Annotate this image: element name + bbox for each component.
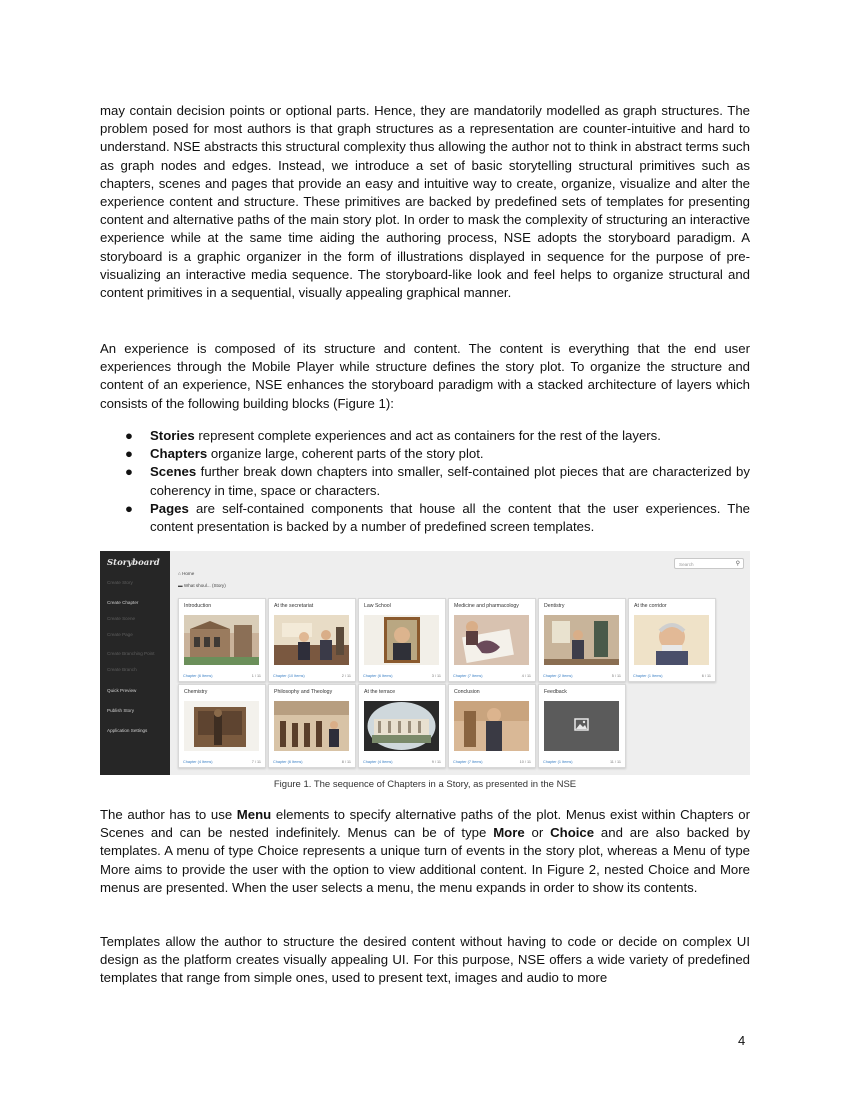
chapter-card[interactable] bbox=[178, 684, 266, 768]
chapter-meta: Chapter (6 Items) bbox=[273, 760, 303, 764]
list-item bbox=[100, 445, 750, 463]
storyboard-sidebar bbox=[100, 551, 170, 775]
bullet-term: Pages bbox=[150, 500, 189, 516]
sidebar-item-create-chapter[interactable]: Create Chapter bbox=[107, 600, 139, 605]
chapter-meta: Chapter (4 Items) bbox=[183, 760, 213, 764]
chapter-thumbnail-chemistry bbox=[184, 701, 259, 751]
chapter-title: At the terrace bbox=[364, 689, 396, 695]
breadcrumb-home[interactable] bbox=[178, 571, 194, 576]
chapter-thumbnail-terrace bbox=[364, 701, 439, 751]
bullet-icon: ● bbox=[125, 428, 133, 443]
chapter-number: 4 / 11 bbox=[521, 674, 531, 678]
chapter-title: Feedback bbox=[544, 689, 567, 695]
chapter-grid bbox=[178, 598, 748, 773]
chapter-number: 10 / 11 bbox=[519, 760, 531, 764]
chapter-number: 5 / 11 bbox=[611, 674, 621, 678]
chapter-thumbnail-portrait bbox=[364, 615, 439, 665]
chapter-meta: Chapter (10 Items) bbox=[273, 674, 305, 678]
sidebar-item-create-branching-point[interactable]: Create Branching Point bbox=[107, 651, 155, 656]
chapter-thumbnail-philosophy bbox=[274, 701, 349, 751]
bullet-term: Chapters bbox=[150, 446, 208, 462]
chapter-thumbnail-medicine bbox=[454, 615, 529, 665]
bullet-icon: ● bbox=[125, 464, 133, 480]
paragraph-templates: Templates allow the author to structure the desired content without having to code or decide on complex UI design as the platform creates visually appealing UI. For this purpose, NSE offers a wide variety of predefined templates that range from simple ones, used to present text, images and audio to more bbox=[100, 934, 750, 986]
search-placeholder: Search bbox=[679, 562, 694, 567]
chapter-number: 3 / 11 bbox=[431, 674, 441, 678]
sidebar-item-create-page[interactable]: Create Page bbox=[107, 632, 133, 637]
bullet-text: organize large, coherent parts of the story plot. bbox=[207, 446, 484, 462]
chapter-title: Dentistry bbox=[544, 603, 565, 609]
chapter-thumbnail-corridor bbox=[634, 615, 709, 665]
menu-text-2: elements to specify alternative paths of the plot. Menus exist within Chapters or Scenes and can be nested indefinitely. Menus can be of type bbox=[100, 807, 750, 841]
storyboard-main bbox=[170, 551, 750, 775]
chapter-title: Medicine and pharmacology bbox=[454, 603, 519, 609]
list-item bbox=[100, 500, 750, 536]
storyboard-figure bbox=[100, 551, 750, 775]
bullet-text: further break down chapters into smaller, self-contained plot pieces that are characterized by coherency in time, space or characters. bbox=[150, 464, 750, 498]
chapter-card[interactable] bbox=[538, 684, 626, 768]
bullet-term: Stories bbox=[150, 428, 195, 443]
chapter-title: Conclusion bbox=[454, 689, 480, 695]
chapter-thumbnail-dentistry bbox=[544, 615, 619, 665]
chapter-meta: Chapter (6 Items) bbox=[363, 674, 393, 678]
bullet-icon: ● bbox=[125, 500, 133, 516]
chapter-title: At the corridor bbox=[634, 603, 667, 609]
search-input[interactable] bbox=[674, 558, 744, 569]
sidebar-item-create-branch[interactable]: Create Branch bbox=[107, 667, 137, 672]
menu-term: Menu bbox=[236, 807, 272, 822]
more-term: More bbox=[493, 825, 525, 841]
sidebar-item-publish-story[interactable]: Publish Story bbox=[107, 708, 135, 713]
menu-text-4: and are also backed by templates. A menu of type Choice represents a unique turn of events in the story plot, whereas a Menu of type More aims to provide the user with the option to view additional content. In Figure 2, nested Choice and More menus are presented. When the user selects a menu, the menu expands in order to show its contents. bbox=[100, 825, 750, 895]
chapter-number: 2 / 11 bbox=[341, 674, 351, 678]
list-item bbox=[100, 463, 750, 499]
chapter-thumbnail-conclusion bbox=[454, 701, 529, 751]
menu-text-3: or bbox=[524, 825, 551, 841]
breadcrumb-home-label: Home bbox=[182, 571, 195, 576]
choice-term: Choice bbox=[550, 825, 595, 841]
paragraph-experience: An experience is composed of its structure and content. The content is everything that the end user experiences through the Mobile Player while structure defines the story plot. To organize the structure and content of an experience, NSE enhances the storyboard paradigm with a stacked architecture of layers which consists of the following building blocks (Figure 1): bbox=[100, 341, 750, 411]
chapter-number: 8 / 11 bbox=[341, 760, 351, 764]
sidebar-item-quick-preview[interactable]: Quick Preview bbox=[107, 688, 137, 693]
paragraph-menu bbox=[100, 806, 750, 897]
chapter-number: 6 / 11 bbox=[701, 674, 711, 678]
storyboard-logo: Storyboard bbox=[107, 558, 160, 568]
chapter-meta: Chapter (7 Items) bbox=[453, 760, 483, 764]
chapter-title: Introduction bbox=[184, 603, 212, 609]
paragraph-intro: may contain decision points or optional parts. Hence, they are mandatorily modelled as graph structures. The problem posed for most authors is that graph structures as a representation are counter-intuitive and hard to understand. NSE abstracts this structural complexity thus allowing the author not to think in abstract terms such as graph nodes and edges. Instead, we introduce a set of basic storytelling structural primitives such as chapters, scenes and pages that provide an easy and intuitive way to create, organize, visualize and alter the experience content and structure. These primitives are backed by predefined sets of templates for presenting content and alternative paths of the main story plot. In order to mask the complexity of structuring an interactive experience while at the same time aiding the authoring process, NSE adopts the storyboard paradigm. A storyboard is a graphic organizer in the form of illustrations displayed in sequence for the purpose of pre-visualizing an interactive media sequence. The storyboard-like look and feel helps to organize structural and content primitives in a sequential, visually appealing graphical manner. bbox=[100, 103, 750, 301]
figure-caption: Figure 1. The sequence of Chapters in a Story, as presented in the NSE bbox=[273, 779, 577, 790]
image-placeholder-icon bbox=[544, 701, 619, 751]
chapter-meta: Chapter (1 Items) bbox=[543, 760, 573, 764]
chapter-card[interactable] bbox=[358, 684, 446, 768]
chapter-card[interactable] bbox=[178, 598, 266, 682]
chapter-thumbnail-building bbox=[184, 615, 259, 665]
bullet-term: Scenes bbox=[150, 464, 197, 480]
chapter-meta: Chapter (4 Items) bbox=[363, 760, 393, 764]
page-number: 4 bbox=[738, 1033, 746, 1048]
chapter-thumbnail-secretariat bbox=[274, 615, 349, 665]
chapter-number: 11 / 11 bbox=[609, 760, 621, 764]
home-icon: ⌂ bbox=[178, 571, 181, 576]
chapter-card[interactable] bbox=[358, 598, 446, 682]
chapter-meta: Chapter (1 Items) bbox=[633, 674, 663, 678]
chapter-title: Law School bbox=[364, 603, 391, 609]
breadcrumb-story-label: What shoul... (Story) bbox=[183, 583, 226, 588]
chapter-number: 1 / 11 bbox=[251, 674, 261, 678]
chapter-card[interactable] bbox=[448, 598, 536, 682]
building-blocks-list bbox=[100, 427, 750, 536]
folder-icon: ▬ bbox=[178, 583, 183, 588]
menu-text-1: The author has to use bbox=[100, 807, 237, 822]
sidebar-item-application-settings[interactable]: Application Settings bbox=[107, 728, 148, 733]
chapter-title: Chemistry bbox=[184, 689, 208, 695]
chapter-meta: Chapter (7 Items) bbox=[453, 674, 483, 678]
search-icon[interactable]: ⚲ bbox=[735, 561, 740, 567]
chapter-title: Philosophy and Theology bbox=[274, 689, 333, 695]
chapter-meta: Chapter (2 Items) bbox=[543, 674, 573, 678]
bullet-text: represent complete experiences and act as containers for the rest of the layers. bbox=[194, 428, 661, 443]
chapter-card[interactable] bbox=[538, 598, 626, 682]
bullet-icon: ● bbox=[125, 446, 133, 462]
chapter-card[interactable] bbox=[268, 684, 356, 768]
chapter-number: 9 / 11 bbox=[431, 760, 441, 764]
chapter-title: At the secretariat bbox=[274, 603, 314, 609]
sidebar-item-create-story[interactable]: Create Story bbox=[107, 580, 133, 585]
chapter-card[interactable] bbox=[268, 598, 356, 682]
list-item bbox=[100, 427, 750, 445]
breadcrumb-story[interactable] bbox=[178, 583, 226, 588]
chapter-meta: Chapter (6 Items) bbox=[183, 674, 213, 678]
chapter-card[interactable] bbox=[448, 684, 536, 768]
bullet-text: are self-contained components that house all the content that the user experiences. The content presentation is backed by a number of predefined screen templates. bbox=[150, 500, 750, 535]
chapter-card[interactable] bbox=[628, 598, 716, 682]
sidebar-item-create-scene[interactable]: Create Scene bbox=[107, 616, 136, 621]
chapter-number: 7 / 11 bbox=[251, 760, 261, 764]
